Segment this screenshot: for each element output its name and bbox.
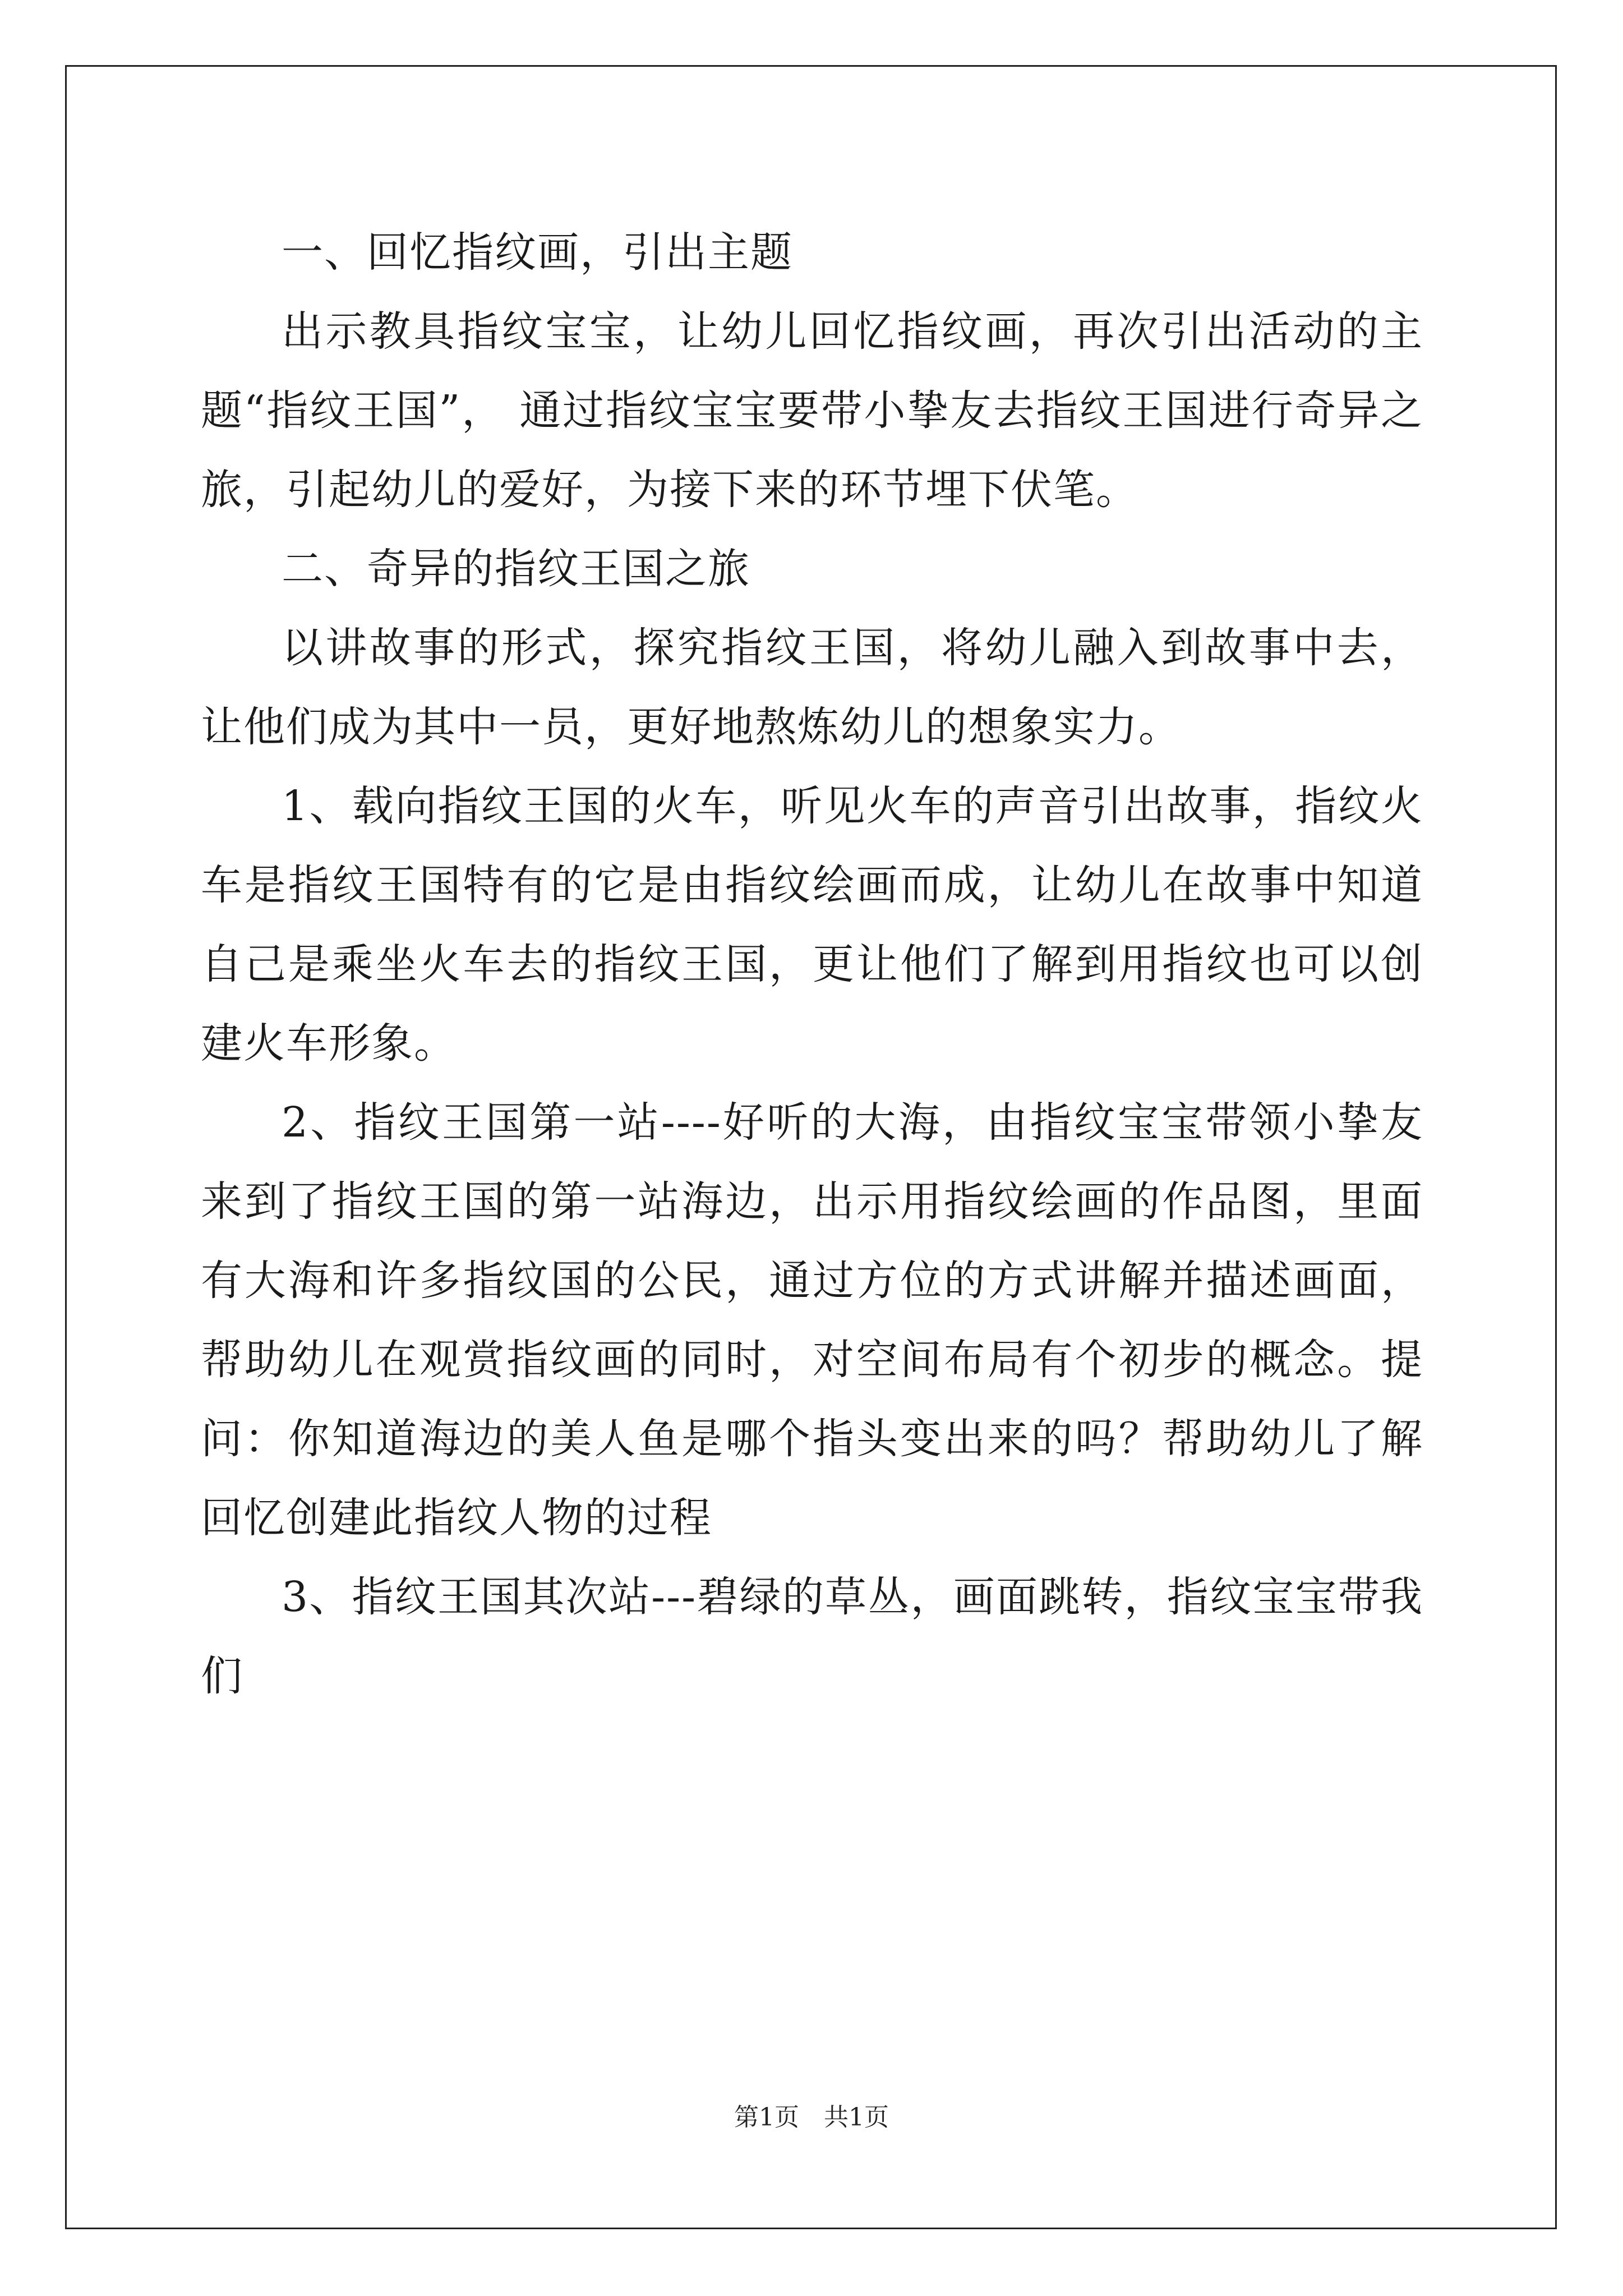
section-heading-2: 二、奇异的指纹王国之旅 xyxy=(282,545,750,593)
document-body xyxy=(201,213,1423,1716)
page-footer xyxy=(0,2097,1623,2133)
list-item-3: 3、指纹王国其次站---碧绿的草丛，画面跳转，指纹宝宝带我们 xyxy=(201,1573,1423,1700)
page-number: 第1页 xyxy=(734,2103,799,2132)
page-total: 共1页 xyxy=(824,2103,889,2132)
section-heading-1: 一、回忆指纹画，引出主题 xyxy=(282,228,793,277)
list-item-1: 1、载向指纹王国的火车，听见火车的声音引出故事，指纹火车是指纹王国特有的它是由指纹绘画而成，让幼儿在故事中知道自己是乘坐火车去的指纹王国，更让他们了解到用指纹也可以创建火车形象。 xyxy=(201,782,1423,1068)
list-item-2: 2、指纹王国第一站----好听的大海，由指纹宝宝带领小挚友来到了指纹王国的第一站海边，出示用指纹绘画的作品图，里面有大海和许多指纹国的公民，通过方位的方式讲解并描述画面，帮助幼儿在观赏指纹画的同时，对空间布局有个初步的概念。提问：你知道海边的美人鱼是哪个指头变出来的吗？帮助幼儿了解回忆创建此指纹人物的过程 xyxy=(201,1098,1423,1542)
paragraph-story-form: 以讲故事的形式，探究指纹王国，将幼儿融入到故事中去，让他们成为其中一员，更好地熬炼幼儿的想象实力。 xyxy=(201,624,1423,751)
paragraph-intro: 出示教具指纹宝宝，让幼儿回忆指纹画，再次引出活动的主题“指纹王国”， 通过指纹宝宝要带小挚友去指纹王国进行奇异之旅，引起幼儿的爱好，为接下来的环节埋下伏笔。 xyxy=(201,307,1423,514)
